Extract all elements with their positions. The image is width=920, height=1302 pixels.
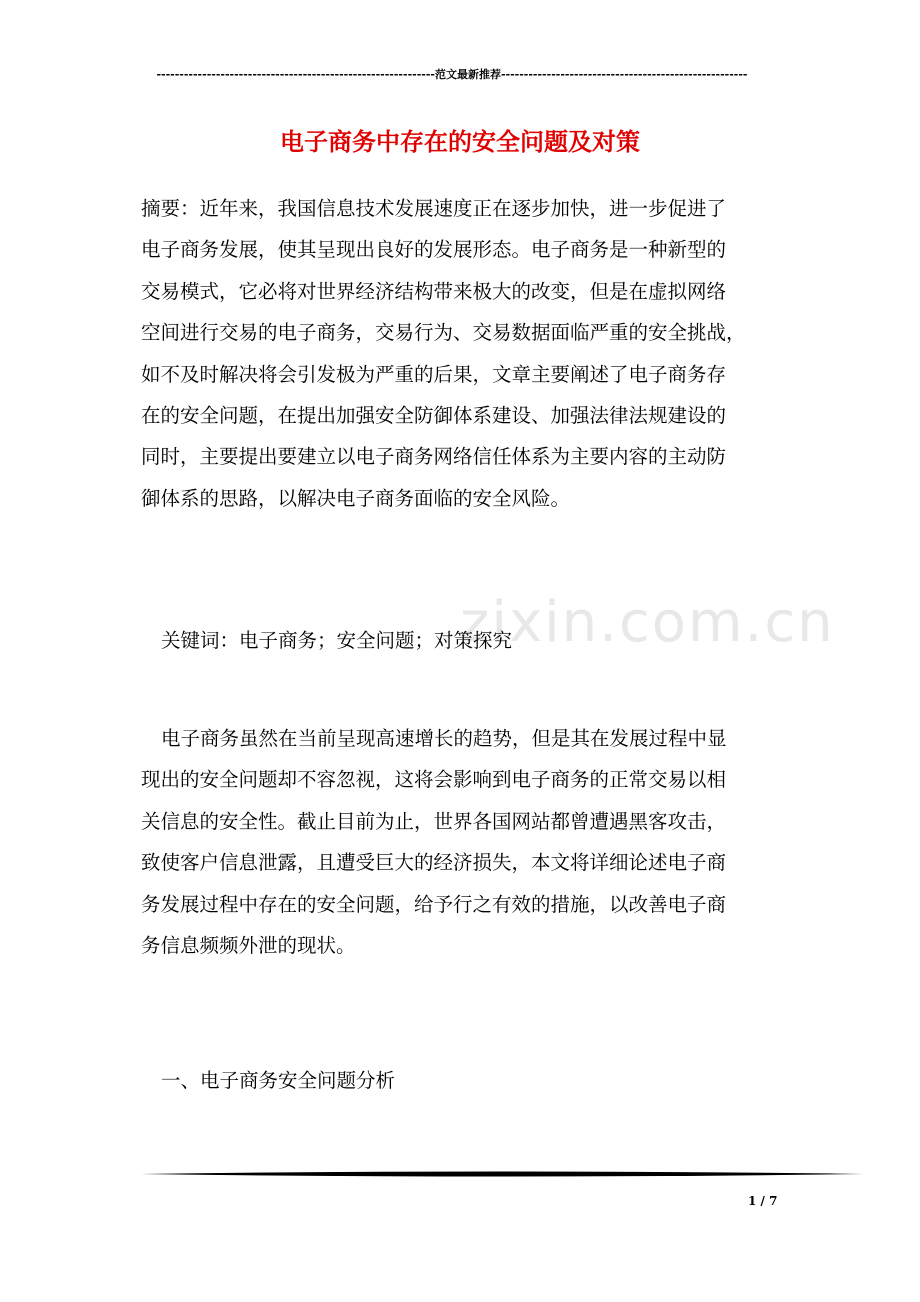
abstract-line: 空间进行交易的电子商务，交易行为、交易数据面临严重的安全挑战， (141, 321, 746, 345)
abstract-line: 摘要：近年来，我国信息技术发展速度正在逐步加快，进一步促进了 (141, 197, 727, 220)
intro-line: 务发展过程中存在的安全问题，给予行之有效的措施，以改善电子商 (141, 892, 727, 916)
intro-line: 致使客户信息泄露，且遭受巨大的经济损失，本文将详细论述电子商 (141, 851, 727, 875)
page-number: 1 / 7 (748, 1194, 778, 1208)
abstract-line: 御体系的思路，以解决电子商务面临的安全风险。 (141, 486, 571, 510)
intro-line: 务信息频频外泄的现状。 (141, 933, 356, 957)
document-title: 电子商务中存在的安全问题及对策 (280, 127, 640, 156)
keywords-line: 关键词：电子商务；安全问题；对策探究 (161, 629, 513, 652)
watermark: zixin.com.cn (460, 590, 835, 655)
abstract-line: 同时，主要提出要建立以电子商务网络信任体系为主要内容的主动防 (141, 445, 727, 469)
intro-line: 现出的安全问题却不容忽视，这将会影响到电子商务的正常交易以相 (141, 768, 727, 792)
abstract-line: 电子商务发展，使其呈现出良好的发展形态。电子商务是一种新型的 (141, 238, 727, 262)
intro-line: 关信息的安全性。截止目前为止，世界各国网站都曾遭遇黑客攻击， (141, 809, 727, 833)
header-label: 范文最新推荐 (434, 68, 501, 81)
footer-rule (141, 1170, 863, 1178)
abstract-line: 交易模式，它必将对世界经济结构带来极大的改变，但是在虚拟网络 (141, 279, 727, 303)
header-dashes-right: ------------------------------------------------------ (500, 68, 748, 81)
intro-paragraph (141, 718, 781, 966)
section-heading (161, 1060, 801, 1101)
abstract-paragraph (141, 188, 781, 519)
abstract-line: 如不及时解决将会引发极为严重的后果，文章主要阐述了电子商务存 (141, 362, 727, 386)
header-dashes-left: ------------------------------------------------------------- (156, 68, 435, 81)
keywords-paragraph (161, 620, 801, 661)
abstract-line: 在的安全问题，在提出加强安全防御体系建设、加强法律法规建设的 (141, 403, 727, 427)
intro-line: 电子商务虽然在当前呈现高速增长的趋势，但是其在发展过程中显 (161, 727, 727, 750)
section-heading-text: 一、电子商务安全问题分析 (161, 1069, 396, 1092)
page-header (138, 68, 766, 82)
